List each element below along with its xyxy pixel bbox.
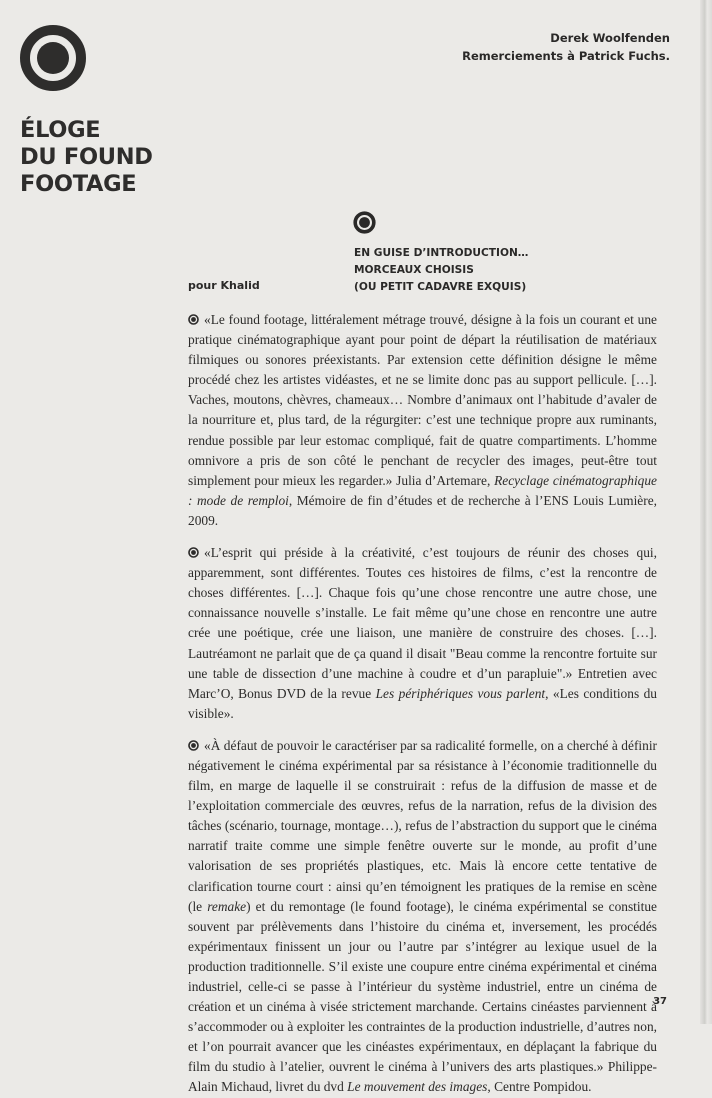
quotes-column [188, 310, 657, 1098]
quote-text: «À défaut de pouvoir le caractériser par sa radicalité formelle, on a cherché à définir négativement le cinéma expérimental par sa résistance à l’économie traditionnelle du film, en marge de laquelle il se construirait : refus de la diffusion de masse et de l’exploitation commerciale des œuvres, refus de la narration, refus de la division des tâches (scénario, tournage, montage…), refus de l’abstraction du support que le cinéma narratif traite comme une simple fenêtre ouverte sur le monde, au profit d’une valorisation de ses propriétés plastiques, etc. Mais là encore cette tentative de clarification tourne court : ainsi qu’en témoignent les pratiques de la remise en scène (le [188, 737, 657, 914]
section-heading-line: (OU PETIT CADAVRE EXQUIS) [354, 281, 527, 293]
quote-text-italic: remake [207, 898, 247, 914]
target-circle-icon [20, 25, 86, 91]
quote-block [188, 736, 657, 1098]
target-circle-icon [353, 211, 376, 234]
target-bullet-icon [188, 547, 199, 558]
title-line: FOOTAGE [20, 171, 137, 197]
quote-source: Julia d’Artemare, [392, 472, 495, 488]
quote-source-title: Recyclage cinématographique : mode de remploi [188, 472, 657, 508]
title-line: ÉLOGE [20, 117, 101, 143]
quote-source-title: Les périphériques vous parlent [375, 685, 546, 701]
quote-text: «L’esprit qui préside à la créativité, c’est toujours de réunir des choses qui, apparemment, sont différentes. Toutes ces histoires de films, c’est la rencontre de choses différentes. […]. Chaque fois qu’une chose rencontre une autre chose, une connaissance nouvelle s’installe. Le fait même qu’une chose en rencontre une autre crée une poétique, crée une liaison, une manière de construire des choses. […]. Lautréamont ne parlait que de ça quand il disait "Beau comme la rencontre fortuite sur une table de dissection d’une machine à coudre et d’un parapluie".» [188, 545, 657, 681]
quote-text: ) et du remontage (le found footage), le cinéma expérimental se constitue souvent par prélèvements dans l’histoire du cinéma et, inversement, les procédés expérimentaux finissent un jour ou l’autre par s’intégrer au lexique usuel de la production traditionnelle. S’il existe une coupure entre cinéma expérimental et cinéma industriel, celle-ci se passe à l’intérieur du système industriel, entre un cinéma de création et un cinéma à visée strictement marchande. Certains cinéastes parviennent à s’accommoder ou à exploiter les contraintes de la production industrielle, d’autres non, et l’on pourrait avancer que les cinéastes expérimentaux, en déplaçant la fabrique du film du studio à l’atelier, ouvrent le cinéma à l’univers des arts plastiques.» [188, 898, 657, 1075]
byline [462, 29, 670, 65]
quote-text: «Le found footage, littéralement métrage trouvé, désigne à la fois un courant et une pratique cinématographique ayant pour point de départ la réutilisation de matériaux filmiques ou sonores préexistants. Par extension cette définition désigne le même procédé chez les artistes vidéastes, et ne se limite donc pas au support pellicule. […]. Vaches, moutons, chèvres, chameaux… Nombre d’animaux ont l’habitude d’avaler de la nourriture et, plus tard, de la régurgiter: c’est une technique propre aux ruminants, rendue possible par leur estomac compliqué, fait de quatre compartiments. L’homme omnivore a pris de son côté le penchant de recycler des images, peut-être tout simplement pour mieux les regarder.» [188, 312, 657, 488]
target-bullet-icon [188, 740, 199, 751]
quote-source: , «Les conditions du visible». [188, 685, 657, 721]
quote-block [188, 310, 657, 531]
quote-source: Entretien avec Marc’O, Bonus DVD de la revue [188, 665, 657, 701]
section-heading [354, 245, 528, 296]
quote-source: , Centre Pompidou. [487, 1079, 592, 1095]
quote-source: , Mémoire de fin d’études et de recherche à l’ENS Louis Lumière, 2009. [188, 492, 658, 528]
target-bullet-icon [188, 314, 199, 325]
page-number: 37 [653, 996, 667, 1007]
quote-block [188, 543, 657, 724]
title-line: DU FOUND [20, 144, 153, 170]
acknowledgement: Remerciements à Patrick Fuchs. [462, 49, 670, 63]
quote-source: Philippe-Alain Michaud, livret du dvd [188, 1059, 657, 1095]
page-binding-edge [700, 0, 712, 1024]
section-heading-line: EN GUISE D’INTRODUCTION… [354, 247, 529, 259]
section-heading-line: MORCEAUX CHOISIS [354, 264, 474, 276]
quote-source-title: Le mouvement des images [347, 1079, 488, 1095]
article-title [20, 117, 153, 198]
author-name: Derek Woolfenden [550, 31, 670, 45]
dedication: pour Khalid [188, 279, 260, 292]
